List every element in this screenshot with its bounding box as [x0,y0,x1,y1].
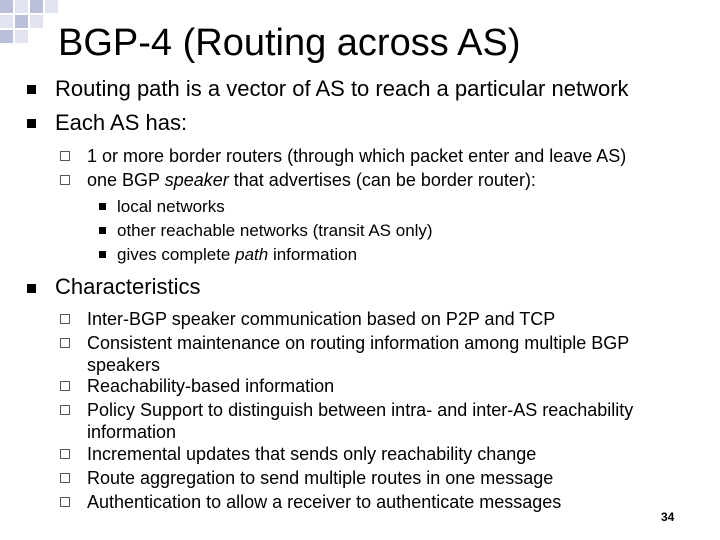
characteristic-item: Consistent maintenance on routing information among multiple BGP speakers [87,333,629,375]
bullet-square-icon [27,119,36,128]
bullet-hollow-square-icon [60,151,70,161]
path-text-pre: gives complete [117,245,236,264]
characteristic-item: Policy Support to distinguish between intra- and inter-AS reachability information [87,400,634,442]
bullet-hollow-square-icon [60,449,70,459]
characteristic-item: Inter-BGP speaker communication based on P2P and TCP [87,309,556,329]
slide-title: BGP-4 (Routing across AS) [58,22,521,64]
characteristic-item: Route aggregation to send multiple routes in one message [87,468,554,488]
bullet-square-icon [27,85,36,94]
corner-decoration [0,0,60,46]
bullet-small-square-icon [99,227,106,234]
bullet-border-routers: 1 or more border routers (through which packet enter and leave AS) [87,146,627,166]
page-number: 34 [661,510,675,524]
bullet-small-square-icon [99,251,106,258]
bullet-each-as-has: Each AS has: [55,110,188,135]
bullet-square-icon [27,284,36,293]
speaker-word: speaker [164,170,229,190]
bullet-hollow-square-icon [60,175,70,185]
bullet-routing-path: Routing path is a vector of AS to reach a particular network [55,76,629,101]
bullet-complete-path [117,244,357,265]
bullet-hollow-square-icon [60,381,70,391]
characteristic-item: Incremental updates that sends only reachability change [87,444,537,464]
bullet-other-reachable: other reachable networks (transit AS only) [117,221,433,240]
bullet-bgp-speaker [87,169,536,191]
path-word: path [235,245,269,264]
characteristic-item: Reachability-based information [87,376,335,396]
bullet-hollow-square-icon [60,338,70,348]
bullet-local-networks: local networks [117,197,225,216]
speaker-text-pre: one BGP [87,170,165,190]
bullet-hollow-square-icon [60,497,70,507]
bullet-hollow-square-icon [60,405,70,415]
characteristic-item: Authentication to allow a receiver to authenticate messages [87,492,562,512]
bullet-hollow-square-icon [60,473,70,483]
speaker-text-post: that advertises (can be border router): [228,170,536,190]
bullet-small-square-icon [99,203,106,210]
path-text-post: information [268,245,358,264]
bullet-hollow-square-icon [60,314,70,324]
bullet-characteristics: Characteristics [55,274,201,299]
